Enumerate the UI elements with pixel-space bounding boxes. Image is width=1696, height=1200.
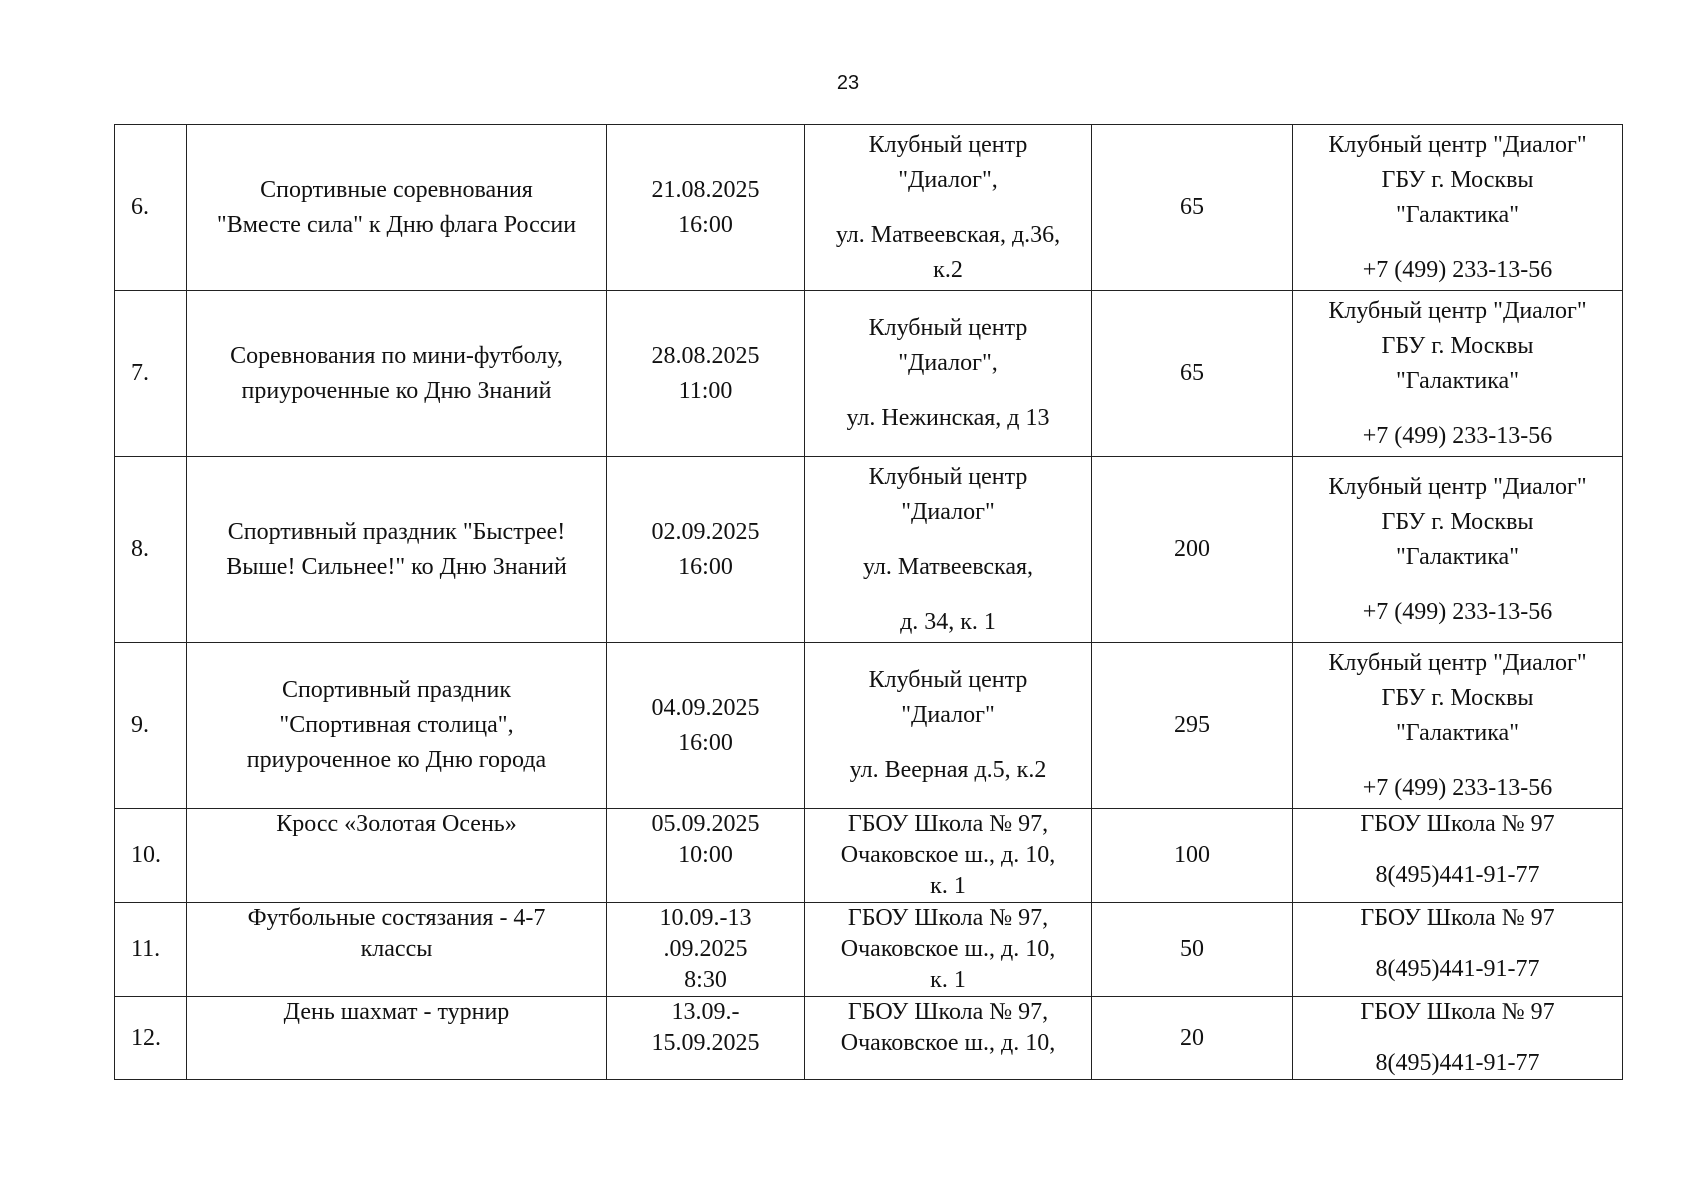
event-organizer-line: Клубный центр "Диалог" [1328, 131, 1587, 158]
event-organizer-line: ГБУ г. Москвы [1381, 684, 1534, 711]
event-title-line: Спортивный праздник [281, 677, 512, 703]
event-datetime-line: 8:30 [684, 967, 727, 993]
event-venue-line: "Диалог" [901, 498, 995, 525]
event-datetime [607, 457, 805, 643]
event-title [187, 903, 607, 997]
events-table [114, 124, 1623, 1080]
event-datetime [607, 997, 805, 1080]
event-organizer-line: 8(495)441-91-77 [1375, 956, 1540, 982]
event-datetime-line: 16:00 [678, 729, 733, 756]
row-number: 9. [115, 643, 187, 809]
event-venue [805, 457, 1092, 643]
event-datetime-line: 13.09.- [671, 999, 740, 1025]
event-venue-line: Клубный центр [868, 463, 1028, 490]
event-datetime-line: 16:00 [678, 211, 733, 238]
event-organizer-line: ГБУ г. Москвы [1381, 332, 1534, 359]
event-datetime-line: 10.09.-13 [659, 905, 752, 931]
event-venue-line: "Диалог" [901, 702, 995, 728]
event-organizer [1293, 457, 1623, 643]
event-venue [805, 643, 1092, 809]
row-number: 7. [115, 291, 187, 457]
event-venue [805, 291, 1092, 457]
event-organizer [1293, 809, 1623, 903]
event-venue-line: ГБОУ Школа № 97, [847, 905, 1049, 931]
event-venue-line: ул. Нежинская, д 13 [846, 405, 1050, 431]
event-organizer-line: +7 (499) 233-13-56 [1362, 598, 1553, 625]
event-organizer-line: +7 (499) 233-13-56 [1362, 774, 1553, 801]
event-datetime [607, 809, 805, 903]
event-datetime-line: 28.08.2025 [651, 342, 760, 369]
participant-count: 295 [1092, 643, 1293, 809]
event-title [187, 291, 607, 457]
table-row [115, 643, 1623, 809]
event-venue-line: Очаковское ш., д. 10, [840, 842, 1056, 868]
event-organizer [1293, 903, 1623, 997]
event-datetime [607, 125, 805, 291]
event-venue-line: Очаковское ш., д. 10, [840, 936, 1056, 962]
table-row [115, 997, 1623, 1080]
row-number: 10. [115, 809, 187, 903]
row-number: 11. [115, 903, 187, 997]
table-row [115, 457, 1623, 643]
event-organizer [1293, 125, 1623, 291]
event-datetime [607, 643, 805, 809]
event-organizer-line: ГБОУ Школа № 97 [1360, 811, 1555, 837]
participant-count: 50 [1092, 903, 1293, 997]
event-organizer-line: ГБУ г. Москвы [1381, 166, 1534, 193]
event-title-line: День шахмат - турнир [283, 999, 510, 1025]
event-venue-line: к. 1 [930, 873, 966, 899]
event-organizer-line: "Галактика" [1396, 367, 1519, 394]
event-venue-line: Клубный центр [868, 131, 1028, 158]
event-organizer-line: "Галактика" [1396, 719, 1519, 746]
event-datetime-line: 10:00 [678, 842, 733, 868]
event-title-line: приуроченное ко Дню города [246, 747, 547, 773]
event-organizer-line: +7 (499) 233-13-56 [1362, 256, 1553, 283]
event-venue-line: Клубный центр [868, 667, 1028, 693]
event-title-line: Спортивные соревнования [260, 176, 533, 203]
event-venue-line: ул. Веерная д.5, к.2 [849, 757, 1047, 783]
event-title-line: Спортивный праздник "Быстрее! [227, 518, 566, 545]
event-title [187, 125, 607, 291]
row-number: 6. [115, 125, 187, 291]
event-organizer-line: ГБОУ Школа № 97 [1360, 999, 1555, 1025]
event-venue-line: "Диалог", [898, 350, 998, 376]
event-datetime-line: 05.09.2025 [651, 811, 760, 837]
table-row [115, 809, 1623, 903]
events-table-body [115, 125, 1623, 1080]
event-organizer [1293, 643, 1623, 809]
event-venue-line: ул. Матвеевская, [862, 553, 1034, 580]
event-venue-line: ГБОУ Школа № 97, [847, 999, 1049, 1025]
event-organizer-line: Клубный центр "Диалог" [1328, 473, 1587, 500]
event-organizer-line: Клубный центр "Диалог" [1328, 297, 1587, 324]
event-datetime-line: 02.09.2025 [651, 518, 760, 545]
table-row [115, 125, 1623, 291]
participant-count: 65 [1092, 291, 1293, 457]
event-datetime [607, 903, 805, 997]
event-datetime-line: 11:00 [678, 377, 733, 404]
event-organizer [1293, 291, 1623, 457]
event-title-line: приуроченные ко Дню Знаний [241, 377, 552, 404]
event-organizer-line: Клубный центр "Диалог" [1328, 649, 1587, 676]
page-number: 23 [836, 72, 860, 94]
event-datetime [607, 291, 805, 457]
event-title [187, 457, 607, 643]
event-venue-line: ул. Матвеевская, д.36, [835, 221, 1061, 248]
row-number: 8. [115, 457, 187, 643]
event-title-line: Соревнования по мини-футболу, [230, 342, 563, 369]
event-organizer-line: +7 (499) 233-13-56 [1362, 422, 1553, 449]
event-organizer [1293, 997, 1623, 1080]
event-organizer-line: "Галактика" [1396, 201, 1519, 228]
event-title-line: классы [360, 936, 433, 962]
event-venue [805, 997, 1092, 1080]
event-organizer-line: ГБОУ Школа № 97 [1360, 905, 1555, 931]
participant-count: 100 [1092, 809, 1293, 903]
event-venue-line: Очаковское ш., д. 10, [840, 1030, 1056, 1056]
event-title-line: Кросс «Золотая Осень» [276, 811, 517, 837]
event-datetime-line: 15.09.2025 [651, 1030, 760, 1056]
participant-count: 20 [1092, 997, 1293, 1080]
event-datetime-line: 21.08.2025 [651, 176, 760, 203]
participant-count: 65 [1092, 125, 1293, 291]
event-organizer-line: "Галактика" [1396, 543, 1519, 570]
event-venue-line: к. 1 [930, 967, 966, 993]
event-venue [805, 809, 1092, 903]
event-venue [805, 903, 1092, 997]
event-title-line: Выше! Сильнее!" ко Дню Знаний [226, 553, 567, 580]
event-venue-line: ГБОУ Школа № 97, [847, 811, 1049, 837]
event-organizer-line: ГБУ г. Москвы [1381, 508, 1534, 535]
event-title-line: Футбольные состязания - 4-7 [247, 905, 546, 931]
row-number: 12. [115, 997, 187, 1080]
event-datetime-line: 16:00 [678, 553, 733, 580]
event-title-line: "Вместе сила" к Дню флага России [216, 211, 577, 238]
event-title-line: "Спортивная столица", [279, 712, 514, 738]
event-organizer-line: 8(495)441-91-77 [1375, 862, 1540, 888]
event-venue-line: Клубный центр [868, 315, 1028, 341]
event-venue-line: "Диалог", [898, 166, 998, 193]
event-datetime-line: 04.09.2025 [651, 694, 760, 721]
event-venue-line: к.2 [933, 256, 963, 283]
table-row [115, 903, 1623, 997]
event-datetime-line: .09.2025 [663, 936, 748, 962]
event-title [187, 997, 607, 1080]
event-venue-line: д. 34, к. 1 [900, 608, 996, 635]
event-organizer-line: 8(495)441-91-77 [1375, 1050, 1540, 1076]
event-title [187, 809, 607, 903]
table-row [115, 291, 1623, 457]
event-title [187, 643, 607, 809]
event-venue [805, 125, 1092, 291]
participant-count: 200 [1092, 457, 1293, 643]
